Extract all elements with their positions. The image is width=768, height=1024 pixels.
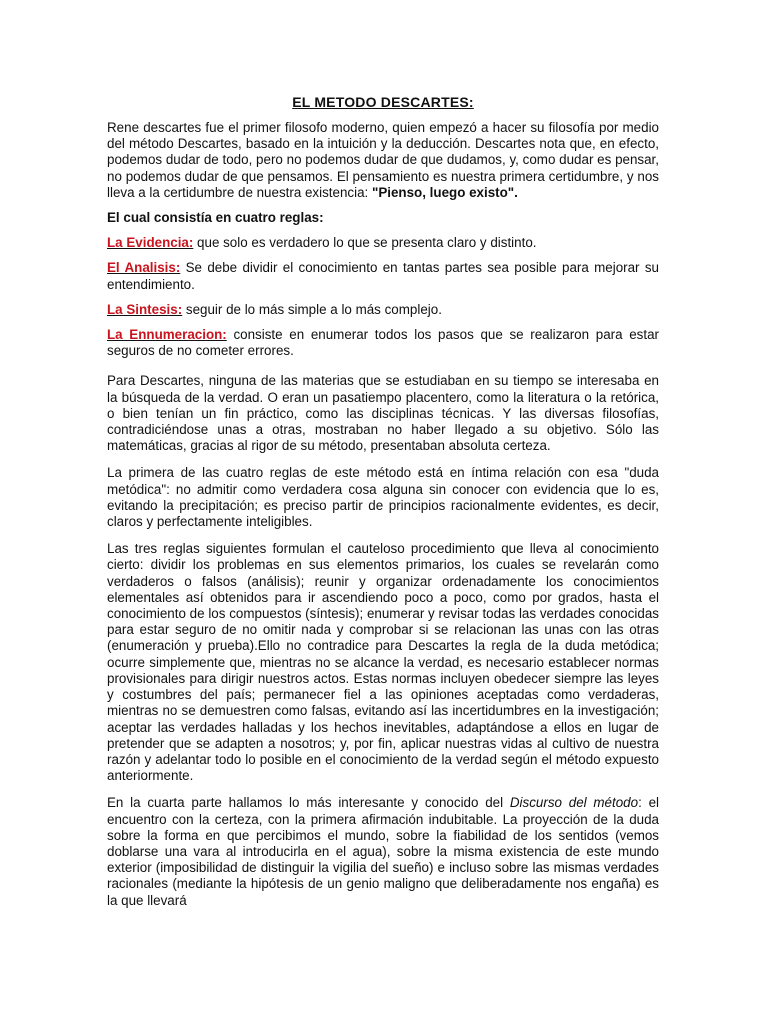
rule-sintesis (107, 302, 659, 318)
body-paragraph-2: La primera de las cuatro reglas de este método está en íntima relación con esa "duda metódica": no admitir como verdadera cosa alguna sin conocer con evidencia que lo es, evitando la precipitación; es preciso partir de principios racionalmente evidentes, es decir, claros y perfectamente inteligibles. (107, 465, 659, 530)
rule-name: La Evidencia: (107, 235, 194, 251)
rule-text: que solo es verdadero lo que se presenta claro y distinto. (193, 235, 537, 251)
rule-text: Se debe dividir el conocimiento en tantas partes sea posible para mejorar su entendimiento. (107, 260, 659, 292)
rule-name: La Sintesis: (107, 301, 183, 317)
rule-name: La Ennumeracion: (107, 327, 227, 343)
paragraph-4-post: : el encuentro con la certeza, con la primera afirmación indubitable. La proyección de la duda sobre la forma en que percibimos el mundo, sobre la fiabilidad de los sentidos (vemos doblarse una vara al introducirla en el agua), sobre la misma existencia de este mundo exterior (imposibilidad de distinguir la vigilia del sueño) e incluso sobre las mismas verdades racionales (mediante la hipótesis de un genio maligno que deliberadamente nos engaña) es la que llevará (107, 795, 659, 908)
body-paragraph-4 (107, 795, 659, 908)
paragraph-4-italic: Discurso del método (509, 795, 639, 811)
rule-ennumeracion (107, 327, 659, 359)
rule-text: seguir de lo más simple a lo más complejo. (182, 301, 442, 317)
intro-quote: "Pienso, luego existo". (371, 184, 518, 200)
body-paragraph-1: Para Descartes, ninguna de las materias que se estudiaban en su tiempo se interesaba en la búsqueda de la verdad. O eran un pasatiempo placentero, como la literatura o la retórica, o bien tenían un fin práctico, como las disciplinas técnicas. Y las diversas filosofías, contradiciéndose unas a otras, mostraban no haber llegado a su objetivo. Sólo las matemáticas, gracias al rigor de su método, presentaban absoluta certeza. (107, 373, 659, 454)
body-paragraph-3: Las tres reglas siguientes formulan el cauteloso procedimiento que lleva al conocimiento cierto: dividir los problemas en sus elementos primarios, los cuales se revelarán como verdaderos o falsos (análisis); reunir y organizar ordenadamente los conocimientos elementales así obtenidos para ir ascendiendo poco a poco, como por grados, hasta el conocimiento de los compuestos (síntesis); enumerar y revisar todas las verdades conocidas para estar seguro de no omitir nada y comprobar si se relacionan las unas con las otras (enumeración y prueba).Ello no contradice para Descartes la regla de la duda metódica; ocurre simplemente que, mientras no se alcance la verdad, es necesario establecer normas provisionales para dirigir nuestros actos. Estas normas incluyen obedecer siempre las leyes y costumbres del país; permanecer fiel a las opiniones aceptadas como verdaderas, mientras no se demuestren como falsas, evitando así las incertidumbres en la investigación; aceptar las verdades halladas y los hechos inevitables, adaptándose a ellos en lugar de pretender que se adapten a nosotros; y, por fin, aplicar nuestras vidas al cultivo de nuestra razón y adelantar todo lo posible en el conocimiento de la verdad según el método expuesto anteriormente. (107, 541, 659, 784)
intro-paragraph (107, 120, 659, 201)
rule-text: consiste en enumerar todos los pasos que se realizaron para estar seguros de no cometer errores. (107, 327, 659, 359)
rules-heading: El cual consistía en cuatro reglas: (107, 210, 324, 226)
paragraph-4-pre: En la cuarta parte hallamos lo más interesante y conocido del (107, 795, 510, 811)
rule-evidencia (107, 235, 659, 251)
rule-analisis (107, 260, 659, 292)
intro-text: Rene descartes fue el primer filosofo moderno, quien empezó a hacer su filosofía por medio del método Descartes, basado en la intuición y la deducción. Descartes nota que, en efecto, podemos dudar de todo, pero no podemos dudar de que dudamos, y, como dudar es pensar, no podemos dudar de que pensamos. El pensamiento es nuestra primera certidumbre, y nos lleva a la certidumbre de nuestra existencia: (107, 120, 659, 200)
document-title: EL METODO DESCARTES: (292, 94, 474, 110)
rule-name: El Analisis: (107, 260, 181, 276)
